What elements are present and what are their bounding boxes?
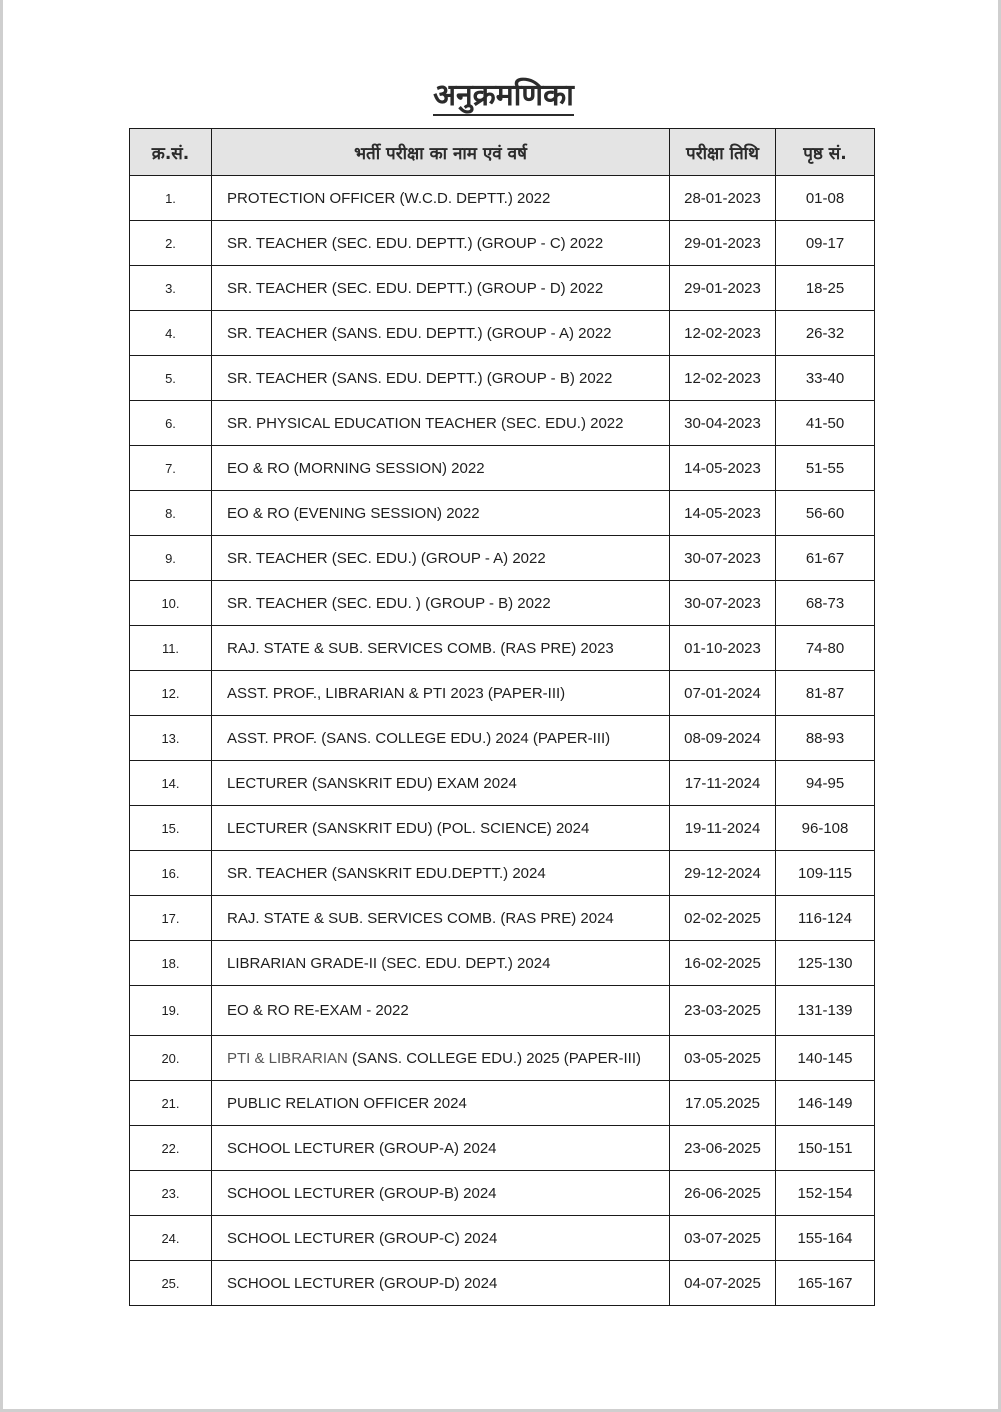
header-exam-date: परीक्षा तिथि — [670, 129, 776, 176]
index-table — [129, 128, 875, 1306]
serial-number-cell: 11. — [130, 626, 212, 671]
exam-name-text: (SANS. COLLEGE EDU.) 2025 (PAPER-III) — [347, 1049, 642, 1067]
exam-name-cell: SR. PHYSICAL EDUCATION TEACHER (SEC. EDU.) 2022 — [212, 401, 670, 446]
serial-number-cell: 13. — [130, 716, 212, 761]
table-row — [130, 536, 875, 581]
page-range-cell: 96-108 — [776, 806, 875, 851]
table-row — [130, 1036, 875, 1081]
page-range-cell: 81-87 — [776, 671, 875, 716]
page-range-cell: 109-115 — [776, 851, 875, 896]
exam-date-cell: 16-02-2025 — [670, 941, 776, 986]
table-row — [130, 401, 875, 446]
page-range-cell: 51-55 — [776, 446, 875, 491]
table-row — [130, 1081, 875, 1126]
table-row — [130, 716, 875, 761]
exam-date-cell: 28-01-2023 — [670, 176, 776, 221]
page-range-cell: 152-154 — [776, 1171, 875, 1216]
table-row — [130, 1171, 875, 1216]
exam-name-cell: SR. TEACHER (SANS. EDU. DEPTT.) (GROUP - B) 2022 — [212, 356, 670, 401]
table-row — [130, 446, 875, 491]
exam-name-prefix: PTI & LIBRARIAN — [227, 1049, 348, 1067]
table-header-row — [130, 129, 875, 176]
serial-number-cell: 6. — [130, 401, 212, 446]
exam-name-cell: SR. TEACHER (SEC. EDU. ) (GROUP - B) 2022 — [212, 581, 670, 626]
page-range-cell: 33-40 — [776, 356, 875, 401]
header-page-no: पृष्ठ सं. — [776, 129, 875, 176]
exam-name-cell: RAJ. STATE & SUB. SERVICES COMB. (RAS PRE) 2024 — [212, 896, 670, 941]
table-row — [130, 761, 875, 806]
exam-date-cell: 30-07-2023 — [670, 536, 776, 581]
serial-number-cell: 15. — [130, 806, 212, 851]
page-range-cell: 01-08 — [776, 176, 875, 221]
exam-name-cell: EO & RO (MORNING SESSION) 2022 — [212, 446, 670, 491]
exam-date-cell: 23-06-2025 — [670, 1126, 776, 1171]
table-body — [130, 176, 875, 1306]
exam-date-cell: 19-11-2024 — [670, 806, 776, 851]
page-title — [3, 74, 1001, 118]
page-range-cell: 125-130 — [776, 941, 875, 986]
serial-number-cell: 5. — [130, 356, 212, 401]
serial-number-cell: 24. — [130, 1216, 212, 1261]
exam-name-cell: PROTECTION OFFICER (W.C.D. DEPTT.) 2022 — [212, 176, 670, 221]
serial-number-cell: 23. — [130, 1171, 212, 1216]
exam-name-cell: SR. TEACHER (SANS. EDU. DEPTT.) (GROUP - A) 2022 — [212, 311, 670, 356]
exam-name-cell: SR. TEACHER (SEC. EDU. DEPTT.) (GROUP - D) 2022 — [212, 266, 670, 311]
serial-number-cell: 17. — [130, 896, 212, 941]
serial-number-cell: 12. — [130, 671, 212, 716]
serial-number-cell: 14. — [130, 761, 212, 806]
serial-number-cell: 10. — [130, 581, 212, 626]
exam-name-cell: SCHOOL LECTURER (GROUP-A) 2024 — [212, 1126, 670, 1171]
serial-number-cell: 7. — [130, 446, 212, 491]
serial-number-cell: 8. — [130, 491, 212, 536]
table-row — [130, 1126, 875, 1171]
table-row — [130, 941, 875, 986]
page-title-text: अनुक्रमणिका — [433, 78, 574, 116]
exam-date-cell: 12-02-2023 — [670, 356, 776, 401]
serial-number-cell: 4. — [130, 311, 212, 356]
exam-name-cell: ASST. PROF., LIBRARIAN & PTI 2023 (PAPER-III) — [212, 671, 670, 716]
table-row — [130, 896, 875, 941]
exam-date-cell: 17.05.2025 — [670, 1081, 776, 1126]
page-range-cell: 68-73 — [776, 581, 875, 626]
page-range-cell: 155-164 — [776, 1216, 875, 1261]
exam-date-cell: 14-05-2023 — [670, 491, 776, 536]
serial-number-cell: 1. — [130, 176, 212, 221]
exam-date-cell: 04-07-2025 — [670, 1261, 776, 1306]
serial-number-cell: 20. — [130, 1036, 212, 1081]
table-row — [130, 1261, 875, 1306]
exam-date-cell: 08-09-2024 — [670, 716, 776, 761]
page-range-cell: 146-149 — [776, 1081, 875, 1126]
table-row — [130, 491, 875, 536]
exam-name-cell — [212, 1036, 670, 1081]
serial-number-cell: 25. — [130, 1261, 212, 1306]
page-range-cell: 165-167 — [776, 1261, 875, 1306]
table-row — [130, 851, 875, 896]
page-range-cell: 56-60 — [776, 491, 875, 536]
serial-number-cell: 16. — [130, 851, 212, 896]
page-range-cell: 116-124 — [776, 896, 875, 941]
exam-name-cell: ASST. PROF. (SANS. COLLEGE EDU.) 2024 (PAPER-III) — [212, 716, 670, 761]
exam-date-cell: 14-05-2023 — [670, 446, 776, 491]
exam-date-cell: 17-11-2024 — [670, 761, 776, 806]
serial-number-cell: 19. — [130, 986, 212, 1036]
exam-date-cell: 23-03-2025 — [670, 986, 776, 1036]
serial-number-cell: 18. — [130, 941, 212, 986]
table-row — [130, 986, 875, 1036]
exam-name-cell: RAJ. STATE & SUB. SERVICES COMB. (RAS PRE) 2023 — [212, 626, 670, 671]
exam-date-cell: 03-07-2025 — [670, 1216, 776, 1261]
table-row — [130, 581, 875, 626]
page-range-cell: 140-145 — [776, 1036, 875, 1081]
exam-date-cell: 02-02-2025 — [670, 896, 776, 941]
table-row — [130, 311, 875, 356]
page-range-cell: 61-67 — [776, 536, 875, 581]
header-exam-name: भर्ती परीक्षा का नाम एवं वर्ष — [212, 129, 670, 176]
page-range-cell: 88-93 — [776, 716, 875, 761]
exam-date-cell: 29-01-2023 — [670, 266, 776, 311]
exam-name-cell: EO & RO (EVENING SESSION) 2022 — [212, 491, 670, 536]
table-row — [130, 221, 875, 266]
exam-date-cell: 30-04-2023 — [670, 401, 776, 446]
exam-name-cell: EO & RO RE-EXAM - 2022 — [212, 986, 670, 1036]
exam-date-cell: 29-12-2024 — [670, 851, 776, 896]
table-row — [130, 176, 875, 221]
exam-name-cell: SR. TEACHER (SEC. EDU.) (GROUP - A) 2022 — [212, 536, 670, 581]
exam-date-cell: 30-07-2023 — [670, 581, 776, 626]
exam-name-cell: SCHOOL LECTURER (GROUP-C) 2024 — [212, 1216, 670, 1261]
serial-number-cell: 21. — [130, 1081, 212, 1126]
exam-name-cell: SR. TEACHER (SANSKRIT EDU.DEPTT.) 2024 — [212, 851, 670, 896]
exam-name-cell: LECTURER (SANSKRIT EDU) (POL. SCIENCE) 2024 — [212, 806, 670, 851]
table-row — [130, 671, 875, 716]
table-row — [130, 626, 875, 671]
page-range-cell: 26-32 — [776, 311, 875, 356]
exam-date-cell: 07-01-2024 — [670, 671, 776, 716]
exam-name-cell: LIBRARIAN GRADE-II (SEC. EDU. DEPT.) 2024 — [212, 941, 670, 986]
serial-number-cell: 2. — [130, 221, 212, 266]
exam-name-cell: SCHOOL LECTURER (GROUP-D) 2024 — [212, 1261, 670, 1306]
table-row — [130, 266, 875, 311]
exam-date-cell: 26-06-2025 — [670, 1171, 776, 1216]
serial-number-cell: 22. — [130, 1126, 212, 1171]
page-range-cell: 131-139 — [776, 986, 875, 1036]
page-range-cell: 41-50 — [776, 401, 875, 446]
exam-date-cell: 03-05-2025 — [670, 1036, 776, 1081]
serial-number-cell: 9. — [130, 536, 212, 581]
page-range-cell: 150-151 — [776, 1126, 875, 1171]
exam-date-cell: 01-10-2023 — [670, 626, 776, 671]
exam-date-cell: 12-02-2023 — [670, 311, 776, 356]
table-row — [130, 356, 875, 401]
exam-name-cell: SCHOOL LECTURER (GROUP-B) 2024 — [212, 1171, 670, 1216]
serial-number-cell: 3. — [130, 266, 212, 311]
exam-name-cell: SR. TEACHER (SEC. EDU. DEPTT.) (GROUP - C) 2022 — [212, 221, 670, 266]
exam-name-cell: LECTURER (SANSKRIT EDU) EXAM 2024 — [212, 761, 670, 806]
exam-date-cell: 29-01-2023 — [670, 221, 776, 266]
table-row — [130, 1216, 875, 1261]
page-range-cell: 18-25 — [776, 266, 875, 311]
page-range-cell: 09-17 — [776, 221, 875, 266]
table-row — [130, 806, 875, 851]
page-range-cell: 94-95 — [776, 761, 875, 806]
header-serial-no: क्र.सं. — [130, 129, 212, 176]
exam-name-cell: PUBLIC RELATION OFFICER 2024 — [212, 1081, 670, 1126]
page-range-cell: 74-80 — [776, 626, 875, 671]
